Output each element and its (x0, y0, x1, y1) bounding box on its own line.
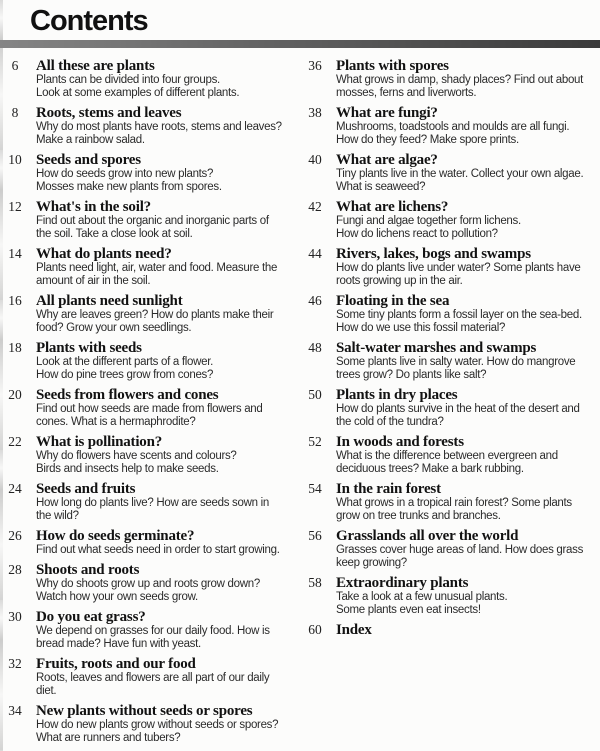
toc-entry-body (36, 528, 300, 557)
toc-entry-description (336, 262, 600, 288)
toc-entry (302, 481, 600, 523)
toc-entry (302, 528, 600, 570)
toc-entry-description-line: Tiny plants live in the water. Collect your own algae. (336, 168, 584, 180)
toc-entry-description-line: the soil. Take a close look at soil. (36, 228, 193, 240)
toc-entry-description-line: Some plants live in salty water. How do mangrove (336, 356, 576, 368)
toc-entry (2, 481, 300, 523)
toc-entry-page-number: 46 (308, 293, 322, 308)
toc-entry-body (36, 152, 300, 194)
toc-entry (302, 622, 600, 638)
toc-entry-title: What's in the soil? (36, 199, 151, 215)
toc-entry-description-line: How do we use this fossil material? (336, 322, 506, 334)
toc-entry-title: Do you eat grass? (36, 609, 146, 625)
toc-entry-title: Extraordinary plants (336, 575, 469, 591)
toc-entry-description-line: Make a rainbow salad. (36, 134, 145, 146)
toc-entry (2, 656, 300, 698)
toc-entry-body (36, 340, 300, 382)
toc-entry-description (336, 121, 600, 147)
toc-entry-description (36, 544, 300, 557)
toc-entry-description-line: Look at the different parts of a flower. (36, 356, 214, 368)
toc-entry-body (36, 387, 300, 429)
toc-entry-page-number: 12 (8, 199, 22, 214)
toc-entry-body (336, 622, 600, 638)
toc-entry-title: All plants need sunlight (36, 293, 183, 309)
toc-entry (2, 293, 300, 335)
toc-entry-body (36, 246, 300, 288)
toc-entry-body (336, 58, 600, 100)
toc-entry (2, 609, 300, 651)
toc-entry-page-number: 18 (8, 340, 22, 355)
toc-entry-description (336, 356, 600, 382)
toc-entry-description-line: Why do shoots grow up and roots grow down? (36, 578, 260, 590)
toc-entry-page-number: 26 (8, 528, 22, 543)
toc-entry (302, 340, 600, 382)
toc-entry-description (36, 262, 300, 288)
toc-entry-description-line: How do lichens react to pollution? (336, 228, 498, 240)
toc-entry-description-line: What is the difference between evergreen and (336, 450, 558, 462)
toc-entry-description (336, 309, 600, 335)
toc-entry-page-number: 22 (8, 434, 22, 449)
toc-entry (2, 340, 300, 382)
toc-entry-page-number: 40 (308, 152, 322, 167)
toc-entry-description (36, 403, 300, 429)
toc-entry-description-line: What are runners and tubers? (36, 732, 181, 744)
toc-entry-body (336, 434, 600, 476)
toc-entry (2, 246, 300, 288)
toc-entry-page-number: 10 (8, 152, 22, 167)
toc-entry-description (36, 309, 300, 335)
toc-entry-description-line: Fungi and algae together form lichens. (336, 215, 521, 227)
toc-entry-description-line: the cold of the tundra? (336, 416, 444, 428)
toc-entry-title: Roots, stems and leaves (36, 105, 182, 121)
toc-entry-description (36, 625, 300, 651)
toc-entry-description (36, 74, 300, 100)
toc-entry-page-number: 30 (8, 609, 22, 624)
toc-column-left (0, 58, 300, 750)
toc-entry-body (36, 199, 300, 241)
toc-entry (302, 387, 600, 429)
toc-entry-page-number: 48 (308, 340, 322, 355)
toc-entry-description (36, 215, 300, 241)
toc-entry-page-number: 38 (308, 105, 322, 120)
toc-entry-description (36, 168, 300, 194)
toc-entry-description-line: Find out how seeds are made from flowers and (36, 403, 263, 415)
toc-entry-title: In the rain forest (336, 481, 441, 497)
toc-entry-title: Grasslands all over the world (336, 528, 519, 544)
toc-entry (2, 199, 300, 241)
toc-entry-description-line: grow on tree trunks and branches. (336, 510, 501, 522)
toc-entry-page-number: 16 (8, 293, 22, 308)
toc-entry-page-number: 56 (308, 528, 322, 543)
toc-entry-page-number: 36 (308, 58, 322, 73)
toc-entry-description (36, 719, 300, 745)
toc-entry (302, 575, 600, 617)
toc-entry-description-line: What grows in a tropical rain forest? Some plants (336, 497, 572, 509)
toc-entry-page-number: 54 (308, 481, 322, 496)
toc-entry-body (336, 575, 600, 617)
toc-entry-description (336, 168, 600, 194)
toc-entry-description-line: What is seaweed? (336, 181, 426, 193)
toc-entry-title: All these are plants (36, 58, 155, 74)
toc-entry-description-line: Watch how your own seeds grow. (36, 591, 198, 603)
toc-entry-body (336, 199, 600, 241)
toc-entry-page-number: 52 (308, 434, 322, 449)
toc-entry-description-line: How long do plants live? How are seeds sown in (36, 497, 269, 509)
toc-entry-description-line: Grasses cover huge areas of land. How does grass (336, 544, 584, 556)
toc-entry-title: In woods and forests (336, 434, 464, 450)
toc-entry-description-line: Roots, leaves and flowers are all part of our daily (36, 672, 270, 684)
toc-entry-description (36, 497, 300, 523)
toc-entry-body (336, 387, 600, 429)
toc-entry-description (336, 74, 600, 100)
toc-entry (302, 105, 600, 147)
toc-entry-title: What do plants need? (36, 246, 172, 262)
toc-entry-title: Plants with spores (336, 58, 449, 74)
toc-entry-description-line: Why do flowers have scents and colours? (36, 450, 237, 462)
toc-entry-page-number: 14 (8, 246, 22, 261)
toc-entry-description-line: Birds and insects help to make seeds. (36, 463, 219, 475)
toc-entry (302, 199, 600, 241)
toc-entry-description (36, 121, 300, 147)
toc-entry-page-number: 20 (8, 387, 22, 402)
toc-entry-description-line: Plants can be divided into four groups. (36, 74, 220, 86)
toc-entry-title: Plants in dry places (336, 387, 458, 403)
toc-entry (302, 434, 600, 476)
toc-entry-body (36, 562, 300, 604)
toc-entry-description (336, 215, 600, 241)
toc-entry-description-line: We depend on grasses for our daily food. How is (36, 625, 270, 637)
toc-entry (2, 387, 300, 429)
toc-entry-body (36, 656, 300, 698)
toc-entry-description-line: Mosses make new plants from spores. (36, 181, 222, 193)
toc-entry-title: Floating in the sea (336, 293, 450, 309)
toc-entry-title: Plants with seeds (36, 340, 142, 356)
toc-entry-description-line: deciduous trees? Make a bark rubbing. (336, 463, 524, 475)
toc-entry-page-number: 24 (8, 481, 22, 496)
toc-entry-page-number: 42 (308, 199, 322, 214)
toc-entry (2, 434, 300, 476)
toc-entry-description-line: trees grow? Do plants like salt? (336, 369, 487, 381)
toc-entry-description-line: keep growing? (336, 557, 407, 569)
toc-entry-description (36, 356, 300, 382)
toc-entry-description-line: the wild? (36, 510, 79, 522)
toc-entry-page-number: 58 (308, 575, 322, 590)
toc-entry-body (336, 152, 600, 194)
toc-entry-description (336, 591, 600, 617)
toc-entry-description-line: diet. (36, 685, 57, 697)
title-rule (0, 40, 600, 48)
toc-entry (2, 152, 300, 194)
toc-entry-body (336, 293, 600, 335)
toc-entry-body (36, 481, 300, 523)
toc-entry-description-line: food? Grow your own seedlings. (36, 322, 192, 334)
toc-entry-body (336, 246, 600, 288)
toc-entry-title: What are fungi? (336, 105, 438, 121)
toc-entry-title: Shoots and roots (36, 562, 140, 578)
toc-entry-title: Seeds from flowers and cones (36, 387, 219, 403)
toc-column-right (300, 58, 600, 750)
toc-entry-body (36, 703, 300, 745)
toc-entry-description (36, 450, 300, 476)
toc-entry-page-number: 34 (8, 703, 22, 718)
toc-entry-page-number: 50 (308, 387, 322, 402)
toc-columns (0, 58, 600, 750)
toc-entry-description (336, 450, 600, 476)
toc-entry-page-number: 60 (308, 622, 322, 637)
toc-entry (302, 152, 600, 194)
toc-entry-description-line: amount of air in the soil. (36, 275, 151, 287)
toc-entry-description-line: Find out what seeds need in order to start growing. (36, 544, 280, 556)
toc-entry-description-line: How do they feed? Make spore prints. (336, 134, 519, 146)
toc-entry-title: New plants without seeds or spores (36, 703, 253, 719)
toc-entry-description (336, 403, 600, 429)
toc-entry-body (336, 340, 600, 382)
toc-entry-description-line: Some plants even eat insects! (336, 604, 481, 616)
toc-entry (302, 246, 600, 288)
toc-entry-body (336, 481, 600, 523)
toc-entry-description-line: How do plants live under water? Some plants have (336, 262, 581, 274)
toc-entry-description-line: Some tiny plants form a fossil layer on the sea-bed. (336, 309, 582, 321)
toc-entry-description-line: cones. What is a hermaphrodite? (36, 416, 196, 428)
toc-entry-body (36, 609, 300, 651)
toc-entry-body (36, 58, 300, 100)
toc-entry (302, 293, 600, 335)
toc-entry (2, 105, 300, 147)
toc-entry-description-line: bread made? Have fun with yeast. (36, 638, 201, 650)
toc-entry-description-line: How do seeds grow into new plants? (36, 168, 214, 180)
toc-entry-title: What are algae? (336, 152, 438, 168)
toc-entry-title: Index (336, 622, 372, 638)
toc-entry (2, 528, 300, 557)
toc-entry-title: Seeds and fruits (36, 481, 136, 497)
toc-entry-description-line: Take a look at a few unusual plants. (336, 591, 508, 603)
toc-entry-description-line: Mushrooms, toadstools and moulds are all fungi. (336, 121, 570, 133)
toc-entry-description-line: Look at some examples of different plants. (36, 87, 240, 99)
toc-entry-page-number: 28 (8, 562, 22, 577)
toc-entry-description-line: roots growing up in the air. (336, 275, 463, 287)
toc-entry-page-number: 32 (8, 656, 22, 671)
toc-entry (2, 703, 300, 745)
toc-entry-description-line: Plants need light, air, water and food. Measure the (36, 262, 278, 274)
toc-entry-body (36, 293, 300, 335)
toc-entry-page-number: 8 (11, 105, 19, 120)
toc-entry (302, 58, 600, 100)
toc-entry-body (36, 105, 300, 147)
toc-entry-description-line: Why are leaves green? How do plants make their (36, 309, 274, 321)
toc-entry-description (336, 497, 600, 523)
toc-entry (2, 562, 300, 604)
toc-entry-title: Fruits, roots and our food (36, 656, 196, 672)
toc-entry-description-line: How do new plants grow without seeds or spores? (36, 719, 279, 731)
toc-entry-description-line: Find out about the organic and inorganic parts of (36, 215, 269, 227)
toc-entry-title: Seeds and spores (36, 152, 141, 168)
toc-entry-description (336, 544, 600, 570)
toc-entry-description-line: Why do most plants have roots, stems and leaves? (36, 121, 282, 133)
toc-entry-description-line: How do plants survive in the heat of the desert and (336, 403, 580, 415)
toc-entry-page-number: 6 (11, 58, 19, 73)
toc-entry-description-line: How do pine trees grow from cones? (36, 369, 214, 381)
page-title: Contents (30, 5, 148, 37)
toc-entry-body (336, 105, 600, 147)
toc-entry-title: What is pollination? (36, 434, 163, 450)
toc-entry-body (36, 434, 300, 476)
toc-entry-title: Rivers, lakes, bogs and swamps (336, 246, 531, 262)
toc-entry-description-line: mosses, ferns and liverworts. (336, 87, 477, 99)
toc-entry-title: Salt-water marshes and swamps (336, 340, 537, 356)
toc-entry-description (36, 672, 300, 698)
toc-entry-description (36, 578, 300, 604)
toc-entry-body (336, 528, 600, 570)
toc-entry-title: How do seeds germinate? (36, 528, 195, 544)
toc-entry (2, 58, 300, 100)
toc-entry-page-number: 44 (308, 246, 322, 261)
toc-entry-description-line: What grows in damp, shady places? Find out about (336, 74, 584, 86)
toc-entry-title: What are lichens? (336, 199, 449, 215)
